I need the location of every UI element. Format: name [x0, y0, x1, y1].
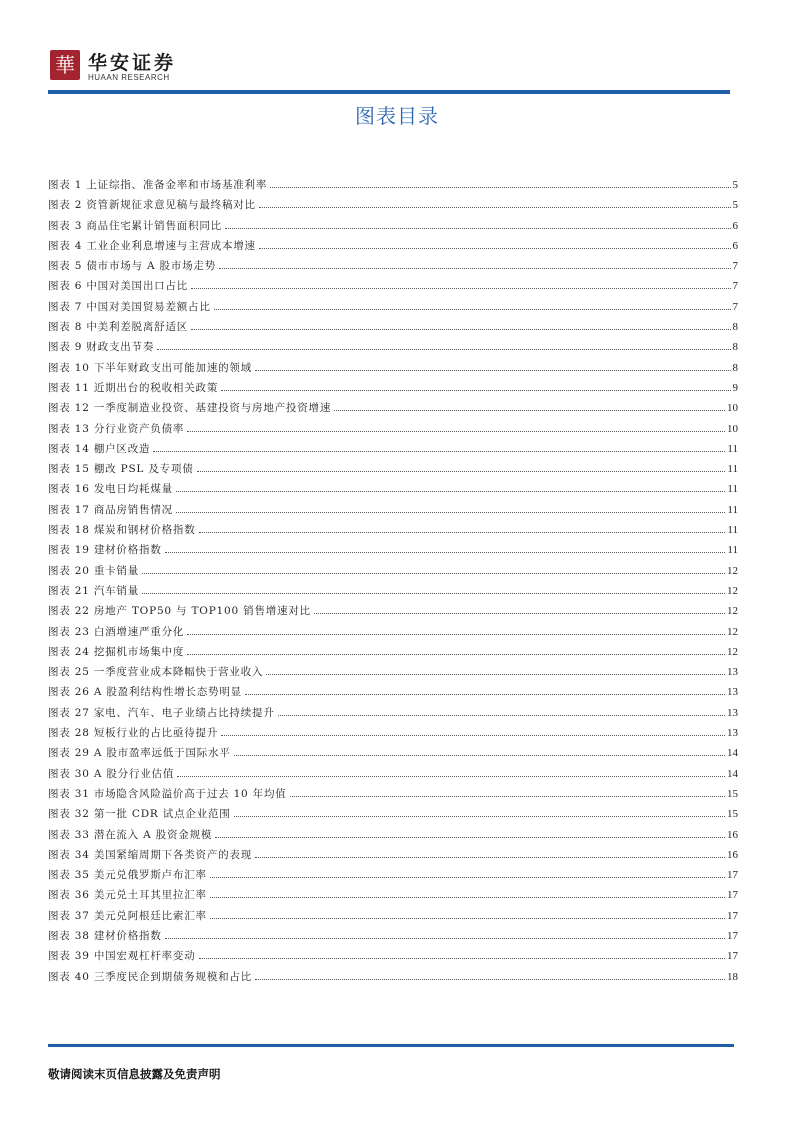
toc-leader-dots: [245, 685, 725, 695]
toc-entry-page: 6: [732, 219, 738, 232]
toc-leader-dots: [176, 482, 725, 492]
toc-leader-dots: [197, 462, 726, 472]
toc-entry-page: 16: [727, 828, 738, 841]
toc-entry[interactable]: [48, 726, 738, 746]
toc-entry[interactable]: [48, 279, 738, 299]
toc-entry-label: 图表 31 市场隐含风险溢价高于过去 10 年均值: [48, 787, 287, 800]
header-divider: [48, 90, 730, 94]
toc-entry[interactable]: [48, 949, 738, 969]
toc-leader-dots: [259, 239, 731, 249]
toc-entry-page: 13: [727, 666, 738, 679]
toc-entry-label: 图表 36 美元兑土耳其里拉汇率: [48, 889, 207, 902]
toc-entry[interactable]: [48, 584, 738, 604]
toc-entry[interactable]: [48, 219, 738, 239]
toc-entry-page: 14: [727, 767, 738, 780]
toc-entry-page: 8: [732, 361, 738, 374]
toc-entry-page: 7: [732, 300, 738, 313]
toc-entry[interactable]: [48, 787, 738, 807]
toc-leader-dots: [157, 340, 730, 350]
toc-entry[interactable]: [48, 909, 738, 929]
toc-entry-label: 图表 12 一季度制造业投资、基建投资与房地产投资增速: [48, 402, 332, 415]
toc-entry[interactable]: [48, 807, 738, 827]
toc-entry-page: 12: [727, 564, 738, 577]
toc-entry-label: 图表 1 上证综指、准备金率和市场基准利率: [48, 179, 268, 191]
toc-entry-label: 图表 7 中国对美国贸易差额占比: [48, 300, 211, 313]
toc-entry[interactable]: [48, 685, 738, 705]
toc-entry-label: 图表 11 近期出台的税收相关政策: [48, 381, 219, 394]
toc-entry[interactable]: [48, 868, 738, 888]
toc-leader-dots: [334, 401, 725, 411]
toc-leader-dots: [234, 746, 725, 756]
toc-entry-page: 12: [727, 605, 738, 618]
toc-entry-page: 5: [732, 199, 738, 212]
toc-leader-dots: [215, 828, 725, 838]
toc-entry-page: 17: [727, 909, 738, 922]
toc-entry[interactable]: [48, 462, 738, 482]
toc-entry-label: 图表 17 商品房销售情况: [48, 503, 173, 516]
toc-leader-dots: [225, 219, 731, 229]
toc-entry[interactable]: [48, 970, 738, 990]
toc-entry-label: 图表 22 房地产 TOP50 与 TOP100 销售增速对比: [48, 605, 311, 618]
toc-entry-label: 图表 10 下半年财政支出可能加速的领域: [48, 361, 253, 374]
toc-entry-page: 11: [727, 463, 738, 476]
toc-entry-label: 图表 19 建材价格指数: [48, 544, 162, 557]
toc-entry-label: 图表 18 煤炭和钢材价格指数: [48, 524, 196, 537]
toc-leader-dots: [270, 178, 730, 188]
toc-entry[interactable]: [48, 198, 738, 218]
toc-entry[interactable]: [48, 828, 738, 848]
toc-entry-label: 图表 3 商品住宅累计销售面积同比: [48, 219, 222, 232]
toc-entry-label: 图表 32 第一批 CDR 试点企业范围: [48, 808, 231, 821]
toc-leader-dots: [176, 503, 725, 513]
toc-entry-page: 17: [727, 929, 738, 942]
toc-entry[interactable]: [48, 625, 738, 645]
toc-leader-dots: [191, 320, 730, 330]
toc-entry-page: 15: [727, 787, 738, 800]
toc-entry-label: 图表 20 重卡销量: [48, 564, 140, 577]
toc-leader-dots: [255, 361, 730, 371]
toc-entry[interactable]: [48, 706, 738, 726]
toc-entry[interactable]: [48, 665, 738, 685]
toc-leader-dots: [165, 929, 725, 939]
toc-entry-label: 图表 6 中国对美国出口占比: [48, 280, 189, 293]
toc-leader-dots: [255, 848, 725, 858]
toc-leader-dots: [266, 665, 725, 675]
toc-leader-dots: [259, 198, 731, 208]
toc-entry-label: 图表 23 白酒增速严重分化: [48, 625, 185, 638]
toc-entry-page: 12: [727, 584, 738, 597]
toc-entry-label: 图表 14 棚户区改造: [48, 442, 151, 455]
toc-entry[interactable]: [48, 300, 738, 320]
toc-entry[interactable]: [48, 645, 738, 665]
toc-entry-page: 8: [732, 341, 738, 354]
toc-entry-page: 6: [732, 239, 738, 252]
toc-leader-dots: [199, 949, 725, 959]
toc-entry[interactable]: [48, 361, 738, 381]
toc-leader-dots: [214, 300, 731, 310]
toc-entry-label: 图表 33 潜在流入 A 股资金规模: [48, 828, 213, 841]
toc-entry-page: 15: [727, 808, 738, 821]
brand-name-cn: 华安证券: [88, 52, 177, 74]
toc-entry[interactable]: [48, 523, 738, 543]
toc-entry-page: 8: [732, 321, 738, 334]
toc-entry-page: 17: [727, 950, 738, 963]
toc-entry-page: 18: [727, 970, 738, 983]
toc-leader-dots: [210, 909, 725, 919]
toc-entry[interactable]: [48, 888, 738, 908]
toc-entry[interactable]: [48, 401, 738, 421]
toc-entry-label: 图表 29 A 股市盈率远低于国际水平: [48, 747, 231, 760]
toc-entry-label: 图表 26 A 股盈利结构性增长态势明显: [48, 686, 242, 699]
toc-entry-page: 11: [727, 483, 738, 496]
toc-leader-dots: [210, 888, 725, 898]
toc-leader-dots: [153, 442, 725, 452]
toc-entry-page: 13: [727, 706, 738, 719]
toc-entry[interactable]: [48, 442, 738, 462]
toc-entry-label: 图表 2 资管新规征求意见稿与最终稿对比: [48, 199, 256, 212]
toc-leader-dots: [187, 645, 725, 655]
toc-leader-dots: [219, 259, 730, 269]
toc-entry-label: 图表 8 中美利差脱离舒适区: [48, 321, 189, 334]
toc-entry[interactable]: [48, 482, 738, 502]
toc-entry-page: 10: [727, 402, 738, 415]
toc-leader-dots: [199, 523, 726, 533]
toc-entry[interactable]: [48, 746, 738, 766]
disclaimer-text: 敬请阅读末页信息披露及免责声明: [48, 1067, 221, 1081]
toc-entry[interactable]: [48, 320, 738, 340]
footer-divider: [48, 1044, 734, 1047]
toc-entry-page: 14: [727, 747, 738, 760]
page-title: 图表目录: [355, 104, 439, 128]
toc-entry-page: 11: [727, 442, 738, 455]
toc-entry-label: 图表 38 建材价格指数: [48, 929, 162, 942]
toc-entry-page: 7: [732, 280, 738, 293]
toc-entry-page: 17: [727, 889, 738, 902]
toc-entry-label: 图表 15 棚改 PSL 及专项债: [48, 463, 194, 476]
toc-entry-label: 图表 28 短板行业的占比亟待提升: [48, 727, 219, 740]
toc-leader-dots: [187, 625, 725, 635]
toc-entry[interactable]: [48, 422, 738, 442]
toc-leader-dots: [314, 604, 725, 614]
toc-leader-dots: [142, 584, 725, 594]
toc-entry-label: 图表 40 三季度民企到期债务规模和占比: [48, 970, 253, 983]
toc-entry-page: 10: [727, 422, 738, 435]
toc-leader-dots: [255, 970, 725, 980]
brand-name-en: HUAAN RESEARCH: [88, 73, 170, 82]
toc-entry-page: 11: [727, 503, 738, 516]
toc-leader-dots: [210, 868, 725, 878]
toc-entry-label: 图表 13 分行业资产负债率: [48, 422, 185, 435]
toc-leader-dots: [191, 279, 730, 289]
toc-entry[interactable]: [48, 381, 738, 401]
toc-entry-page: 16: [727, 848, 738, 861]
toc-entry-page: 13: [727, 686, 738, 699]
toc-entry-label: 图表 30 A 股分行业估值: [48, 767, 175, 780]
toc-entry-page: 7: [732, 260, 738, 273]
toc-entry[interactable]: [48, 503, 738, 523]
toc-entry-label: 图表 9 财政支出节奏: [48, 341, 155, 354]
toc-entry-page: 11: [727, 524, 738, 537]
toc-entry-page: 13: [727, 727, 738, 740]
toc-entry-label: 图表 39 中国宏观杠杆率变动: [48, 950, 196, 963]
table-of-figures: [48, 178, 738, 990]
toc-entry-page: 9: [732, 381, 738, 394]
toc-entry[interactable]: [48, 604, 738, 624]
toc-entry-label: 图表 25 一季度营业成本降幅快于营业收入: [48, 666, 264, 679]
toc-entry-label: 图表 27 家电、汽车、电子业绩占比持续提升: [48, 706, 275, 719]
toc-entry-label: 图表 35 美元兑俄罗斯卢布汇率: [48, 869, 207, 882]
toc-leader-dots: [234, 807, 725, 817]
toc-leader-dots: [142, 564, 725, 574]
toc-entry-label: 图表 34 美国紧缩周期下各类资产的表现: [48, 848, 253, 861]
toc-entry[interactable]: [48, 767, 738, 787]
toc-entry-label: 图表 21 汽车销量: [48, 584, 140, 597]
toc-leader-dots: [278, 706, 725, 716]
toc-leader-dots: [177, 767, 725, 777]
toc-entry-page: 11: [727, 544, 738, 557]
toc-entry[interactable]: [48, 340, 738, 360]
toc-entry-page: 5: [732, 179, 738, 191]
toc-entry[interactable]: [48, 178, 738, 198]
toc-entry-page: 17: [727, 869, 738, 882]
toc-leader-dots: [221, 726, 725, 736]
toc-entry-label: 图表 24 挖掘机市场集中度: [48, 645, 185, 658]
logo-seal-icon: 華: [55, 53, 75, 77]
toc-entry[interactable]: [48, 259, 738, 279]
toc-entry-page: 12: [727, 625, 738, 638]
toc-entry-label: 图表 4 工业企业利息增速与主营成本增速: [48, 239, 256, 252]
toc-entry-label: 图表 16 发电日均耗煤量: [48, 483, 173, 496]
toc-leader-dots: [290, 787, 725, 797]
toc-entry[interactable]: [48, 543, 738, 563]
toc-entry[interactable]: [48, 564, 738, 584]
toc-entry-page: 12: [727, 645, 738, 658]
company-logo: [50, 50, 80, 80]
toc-entry[interactable]: [48, 929, 738, 949]
toc-entry[interactable]: [48, 239, 738, 259]
toc-entry-label: 图表 5 债市市场与 A 股市场走势: [48, 260, 217, 273]
toc-entry[interactable]: [48, 848, 738, 868]
toc-leader-dots: [221, 381, 730, 391]
toc-entry-label: 图表 37 美元兑阿根廷比索汇率: [48, 909, 207, 922]
toc-leader-dots: [187, 422, 725, 432]
toc-leader-dots: [165, 543, 726, 553]
